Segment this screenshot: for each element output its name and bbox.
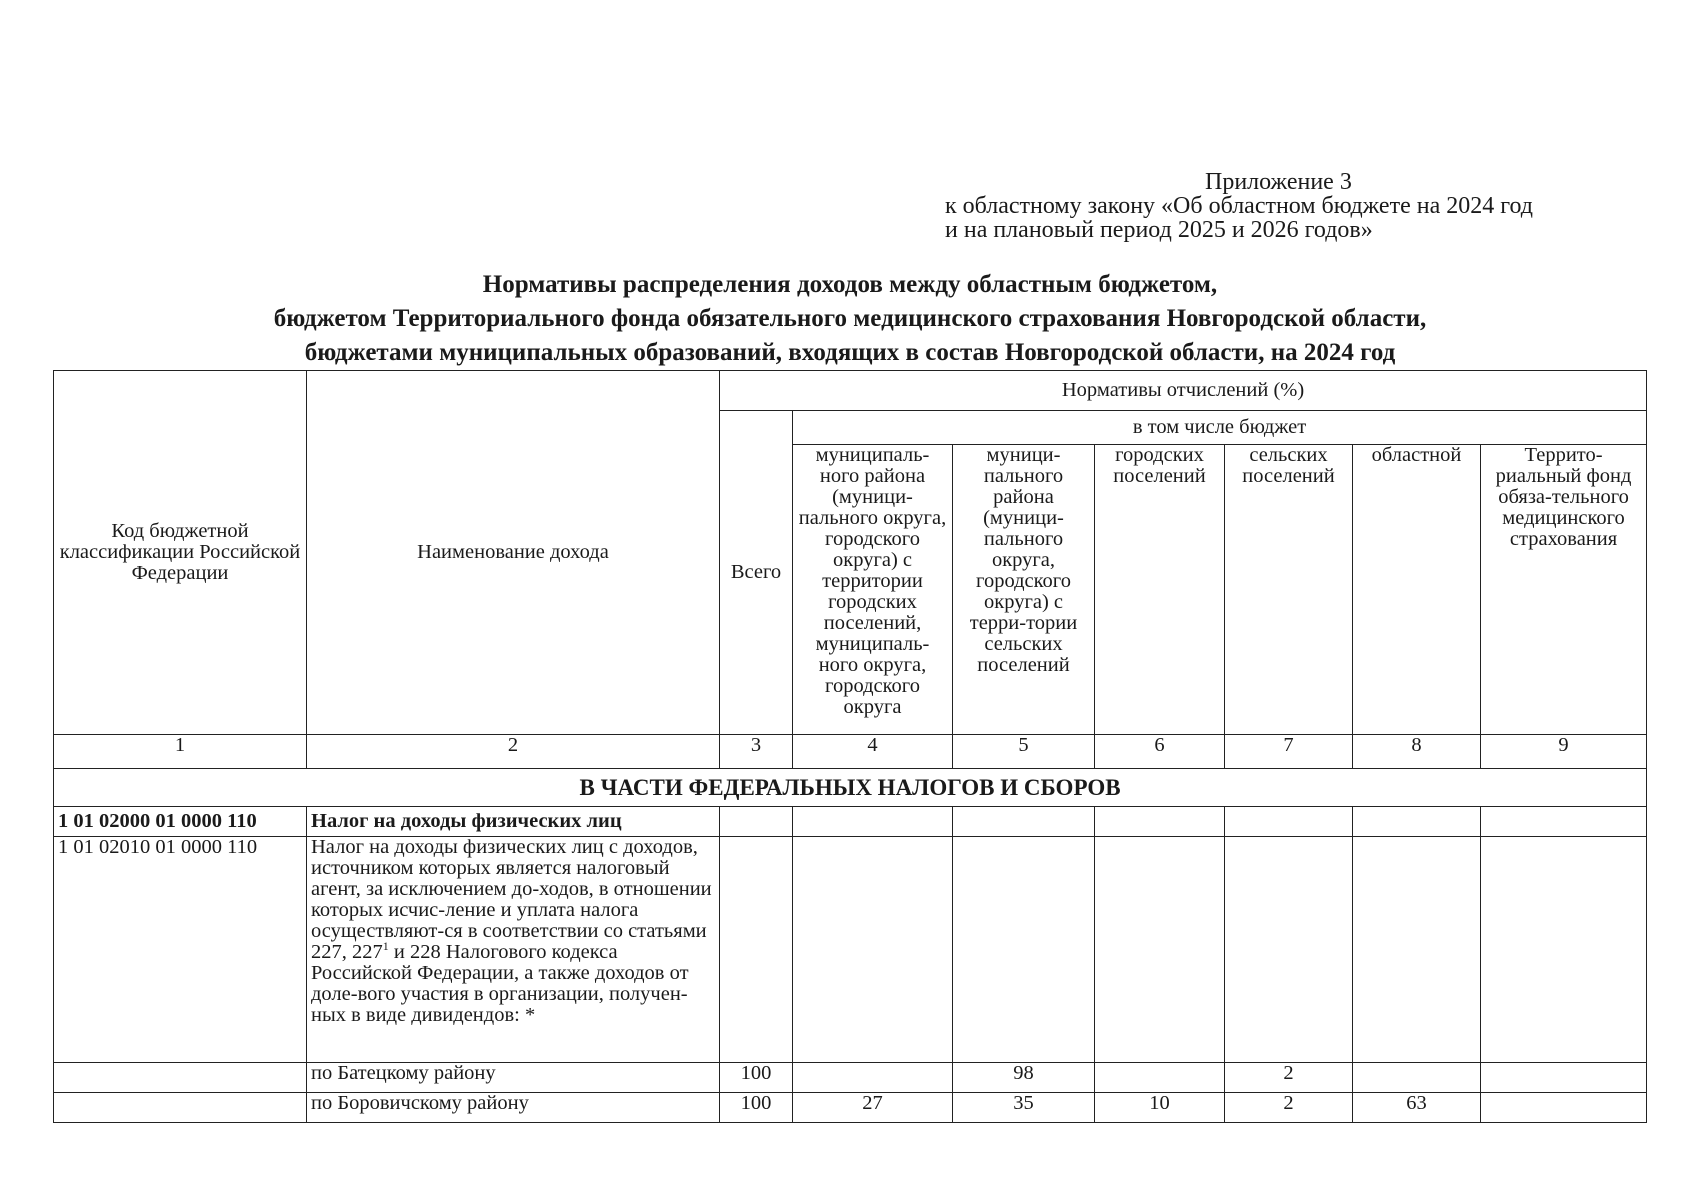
cell-col5: 35 <box>953 1093 1095 1123</box>
row-name: по Боровичскому району <box>307 1093 720 1123</box>
column-number: 6 <box>1095 735 1225 769</box>
row-code: 1 01 02010 01 0000 110 <box>54 837 307 1063</box>
row-code: 1 01 02000 01 0000 110 <box>54 807 307 837</box>
column-number: 9 <box>1481 735 1647 769</box>
cell-col8 <box>1353 1063 1481 1093</box>
title-line-1: Нормативы распределения доходов между областным бюджетом, <box>482 271 1218 298</box>
header-total: Всего <box>720 411 793 735</box>
column-number: 2 <box>307 735 720 769</box>
header-name: Наименование дохода <box>307 371 720 735</box>
column-number: 5 <box>953 735 1095 769</box>
column-number: 7 <box>1225 735 1353 769</box>
appendix-title: Приложение 3 <box>1205 169 1352 195</box>
header-including: в том числе бюджет <box>793 411 1647 445</box>
row-name: Налог на доходы физических лиц с доходов, источником которых является налоговый агент, за исключением до-ходов, в отношении которых исчис-ление и уплата налога осуществляют-ся в соответствии со статьями 227, $227^1$ и 228 Налогового кодекса Российской Федерации, а также доходов от доле-вого участия в организации, получен-ных в виде дивидендов: * <box>307 837 720 1063</box>
table-row <box>54 807 1647 837</box>
cell-col9 <box>1481 1063 1647 1093</box>
column-number: 3 <box>720 735 793 769</box>
cell-col5: 98 <box>953 1063 1095 1093</box>
cell-total: 100 <box>720 1063 793 1093</box>
cell-col4 <box>793 1063 953 1093</box>
column-number: 8 <box>1353 735 1481 769</box>
header-code: Код бюджетной классификации Российской Федерации <box>54 371 307 735</box>
row-name: Налог на доходы физических лиц <box>307 807 720 837</box>
header-col5: муници-пального района (муници-пального округа, городского округа) с терри-тории сельских поселений <box>953 445 1095 735</box>
row-name: по Батецкому району <box>307 1063 720 1093</box>
cell-col6: 10 <box>1095 1093 1225 1123</box>
cell-col9 <box>1481 1093 1647 1123</box>
column-number: 1 <box>54 735 307 769</box>
title-line-3: бюджетами муниципальных образований, входящих в состав Новгородской области, на 2024 год <box>304 339 1396 366</box>
cell-col7: 2 <box>1225 1063 1353 1093</box>
header-col9: Террито-риальный фонд обяза-тельного медицинского страхования <box>1481 445 1647 735</box>
normatives-table <box>53 370 1647 1123</box>
header-normatives: Нормативы отчислений (%) <box>720 371 1647 411</box>
document-title <box>50 268 1650 370</box>
column-number: 4 <box>793 735 953 769</box>
cell-col7: 2 <box>1225 1093 1353 1123</box>
header-col8: областной <box>1353 445 1481 735</box>
title-line-2: бюджетом Территориального фонда обязательного медицинского страхования Новгородской области, <box>273 305 1427 332</box>
cell-total: 100 <box>720 1093 793 1123</box>
appendix-line-2: и на плановый период 2025 и 2026 годов» <box>945 217 1373 243</box>
appendix-block <box>945 170 1665 242</box>
cell-col8: 63 <box>1353 1093 1481 1123</box>
table-row <box>54 1063 1647 1093</box>
table-row <box>54 1093 1647 1123</box>
cell-col6 <box>1095 1063 1225 1093</box>
header-col7: сельских поселений <box>1225 445 1353 735</box>
appendix-line-1: к областному закону «Об областном бюджете на 2024 год <box>945 193 1533 219</box>
section-heading: В ЧАСТИ ФЕДЕРАЛЬНЫХ НАЛОГОВ И СБОРОВ <box>54 769 1647 807</box>
table-row <box>54 837 1647 1063</box>
cell-col4: 27 <box>793 1093 953 1123</box>
header-col6: городских поселений <box>1095 445 1225 735</box>
header-col4: муниципаль-ного района (муници-пального округа, городского округа) с территории городских поселений, муниципаль-ного округа, городского округа <box>793 445 953 735</box>
